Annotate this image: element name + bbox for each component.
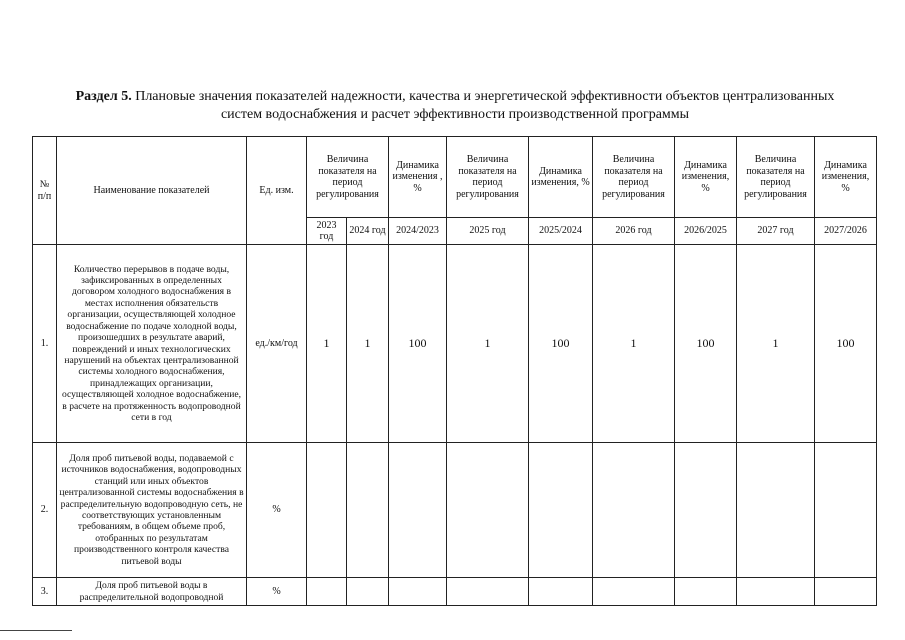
cell-2025 xyxy=(447,578,529,606)
cell-2024: 1 xyxy=(347,245,389,443)
section-title: Плановые значения показателей надежности, качества и энергетической эффективности объектов централизованных систем водоснабжения и расчет эффективности производственной программы xyxy=(131,89,835,122)
cell-2027 xyxy=(737,578,815,606)
row-unit: % xyxy=(247,578,307,606)
row-number: 3. xyxy=(33,578,57,606)
cell-2023: 1 xyxy=(307,245,347,443)
cell-2027: 1 xyxy=(737,245,815,443)
row-unit: ед./км/год xyxy=(247,245,307,443)
cell-2025-2024 xyxy=(529,578,593,606)
header-value-period: Величина показателя на период регулирования xyxy=(307,137,389,218)
header-value-period-4: Величина показателя на период регулирования xyxy=(737,137,815,218)
subheader-2025-2024: 2025/2024 xyxy=(529,218,593,245)
subheader-2027: 2027 год xyxy=(737,218,815,245)
header-num: № п/п xyxy=(33,137,57,245)
table-row xyxy=(33,578,877,606)
subheader-2026: 2026 год xyxy=(593,218,675,245)
row-unit: % xyxy=(247,443,307,578)
header-row xyxy=(33,137,877,218)
header-dynamics-3: Динамика изменения, % xyxy=(675,137,737,218)
cell-2026-2025 xyxy=(675,578,737,606)
cell-2025 xyxy=(447,443,529,578)
row-number: 2. xyxy=(33,443,57,578)
section-heading xyxy=(60,88,850,124)
cell-2023 xyxy=(307,578,347,606)
cell-2024-2023 xyxy=(389,578,447,606)
cell-2024 xyxy=(347,578,389,606)
subheader-2026-2025: 2026/2025 xyxy=(675,218,737,245)
subheader-2023: 2023 год xyxy=(307,218,347,245)
cell-2024-2023: 100 xyxy=(389,245,447,443)
cell-2027-2026 xyxy=(815,578,877,606)
header-name: Наименование показателей xyxy=(57,137,247,245)
table-row xyxy=(33,245,877,443)
table-row xyxy=(33,443,877,578)
cell-2025-2024 xyxy=(529,443,593,578)
subheader-2025: 2025 год xyxy=(447,218,529,245)
cell-2026: 1 xyxy=(593,245,675,443)
cell-2023 xyxy=(307,443,347,578)
section-number: Раздел 5. xyxy=(75,89,132,104)
cell-2027-2026: 100 xyxy=(815,245,877,443)
cell-2024 xyxy=(347,443,389,578)
cell-2026-2025: 100 xyxy=(675,245,737,443)
header-dynamics-4: Динамика изменения, % xyxy=(815,137,877,218)
row-indicator-name: Доля проб питьевой воды в распределительной водопроводной xyxy=(57,578,247,606)
cell-2027-2026 xyxy=(815,443,877,578)
header-dynamics-2: Динамика изменения, % xyxy=(529,137,593,218)
subheader-2027-2026: 2027/2026 xyxy=(815,218,877,245)
cell-2026-2025 xyxy=(675,443,737,578)
footnote-divider xyxy=(0,630,72,631)
header-unit: Ед. изм. xyxy=(247,137,307,245)
header-value-period-3: Величина показателя на период регулирования xyxy=(593,137,675,218)
subheader-2024-2023: 2024/2023 xyxy=(389,218,447,245)
header-value-period-2: Величина показателя на период регулирования xyxy=(447,137,529,218)
cell-2024-2023 xyxy=(389,443,447,578)
indicators-table xyxy=(32,136,877,606)
row-indicator-name: Доля проб питьевой воды, подаваемой с источников водоснабжения, водопроводных станций или иных объектов централизованной системы водоснабжения в распределительную водопроводную сеть, не соответствующих установленным требованиям, в общем объеме проб, отобранных по результатам производственного контроля качества питьевой воды xyxy=(57,443,247,578)
row-number: 1. xyxy=(33,245,57,443)
cell-2027 xyxy=(737,443,815,578)
cell-2025: 1 xyxy=(447,245,529,443)
cell-2026 xyxy=(593,443,675,578)
cell-2026 xyxy=(593,578,675,606)
header-dynamics-1: Динамика изменения , % xyxy=(389,137,447,218)
row-indicator-name: Количество перерывов в подаче воды, зафиксированных в определенных договором холодного водоснабжения в местах исполнения обязательств организации, осуществляющей холодное водоснабжение по подаче холодной воды, произошедших в результате аварий, повреждений и иных технологических нарушений на объектах централизованной системы холодного водоснабжения, принадлежащих организации, осуществляющей холодное водоснабжение, в расчете на протяженность водопроводной сети в год xyxy=(57,245,247,443)
cell-2025-2024: 100 xyxy=(529,245,593,443)
subheader-2024: 2024 год xyxy=(347,218,389,245)
